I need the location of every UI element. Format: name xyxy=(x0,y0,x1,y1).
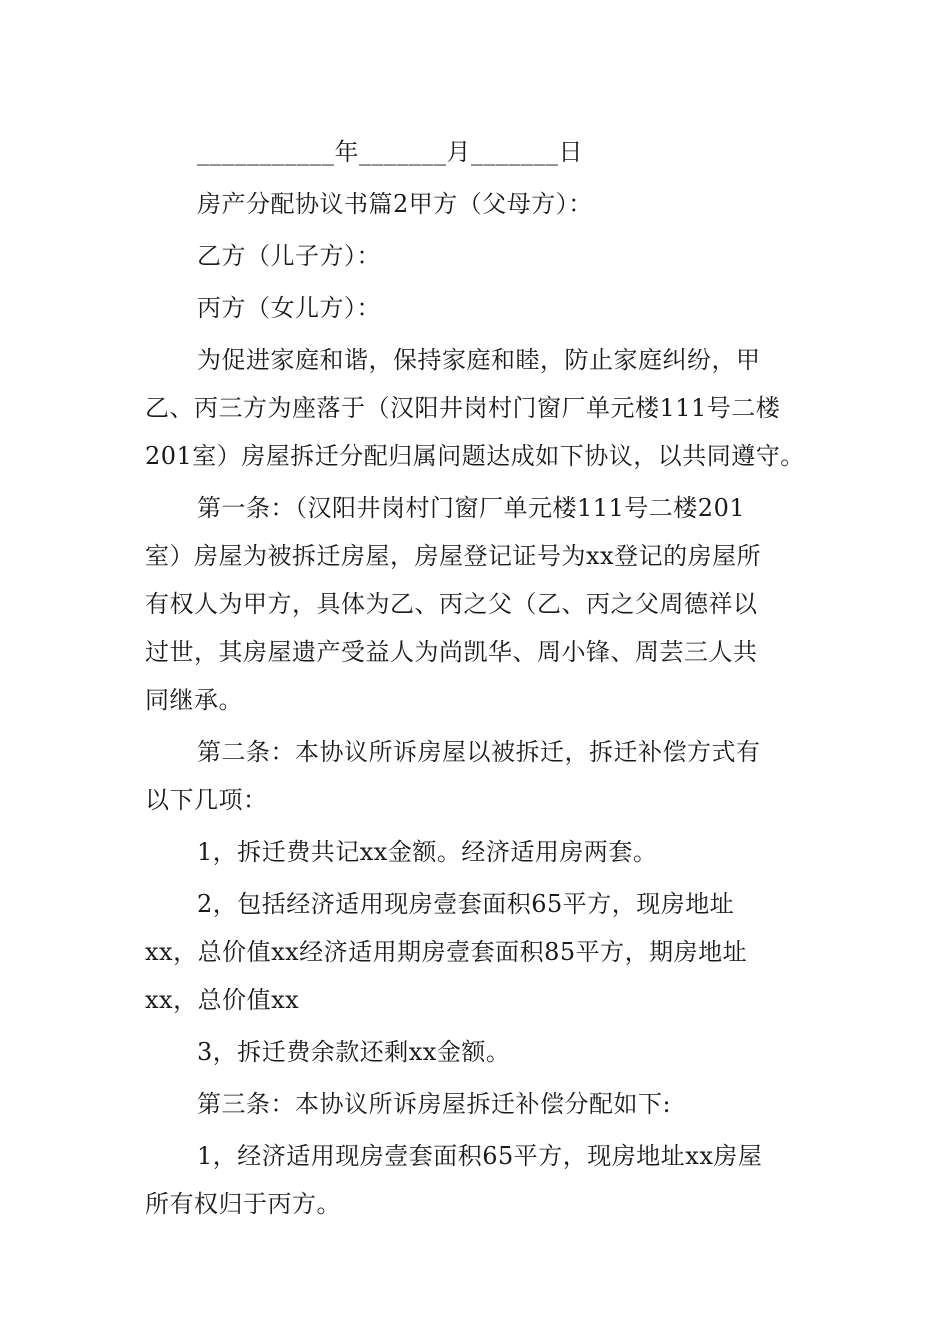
article-1-line-1: 第一条：（汉阳井岗村门窗厂单元楼111号二楼201 xyxy=(197,494,746,522)
article-3-item-1-line-2: 所有权归于丙方。 xyxy=(145,1190,341,1218)
article-1-line-5: 同继承。 xyxy=(145,686,243,714)
party-c-line: 丙方（女儿方）： xyxy=(197,294,381,322)
article-2-item-3: 3，拆迁费余款还剩xx金额。 xyxy=(197,1038,511,1066)
article-3-line-1: 第三条：本协议所诉房屋拆迁补偿分配如下: xyxy=(197,1090,672,1118)
article-1-line-2: 室）房屋为被拆迁房屋，房屋登记证号为xx登记的房屋所 xyxy=(145,542,762,570)
preamble-line-2: 乙、丙三方为座落于（汉阳井岗村门窗厂单元楼111号二楼 xyxy=(145,394,781,422)
article-1-line-4: 过世，其房屋遗产受益人为尚凯华、周小锋、周芸三人共 xyxy=(145,638,758,666)
party-a-line: 房产分配协议书篇2甲方（父母方）： xyxy=(197,190,593,218)
article-3-item-1-line-1: 1，经济适用现房壹套面积65平方，现房地址xx房屋 xyxy=(197,1142,763,1170)
article-2-line-2: 以下几项： xyxy=(145,786,268,814)
article-2-line-1: 第二条：本协议所诉房屋以被拆迁，拆迁补偿方式有 xyxy=(197,738,761,766)
party-b-line: 乙方（儿子方）： xyxy=(197,242,381,270)
preamble-line-3: 201室）房屋拆迁分配归属问题达成如下协议，以共同遵守。 xyxy=(145,442,805,470)
preamble-line-1: 为促进家庭和谐，保持家庭和睦，防止家庭纠纷，甲 xyxy=(197,346,761,374)
date-line: ___________年_______月_______日 xyxy=(197,138,583,166)
document-body xyxy=(145,128,810,1228)
article-1-line-3: 有权人为甲方，具体为乙、丙之父（乙、丙之父周德祥以 xyxy=(145,590,758,618)
article-2-item-2-line-3: xx，总价值xx xyxy=(145,986,300,1014)
article-2-item-2-line-1: 2，包括经济适用现房壹套面积65平方，现房地址 xyxy=(197,890,735,918)
article-2-item-2-line-2: xx，总价值xx经济适用期房壹套面积85平方，期房地址 xyxy=(145,938,748,966)
article-2-item-1: 1，拆迁费共记xx金额。经济适用房两套。 xyxy=(197,838,658,866)
